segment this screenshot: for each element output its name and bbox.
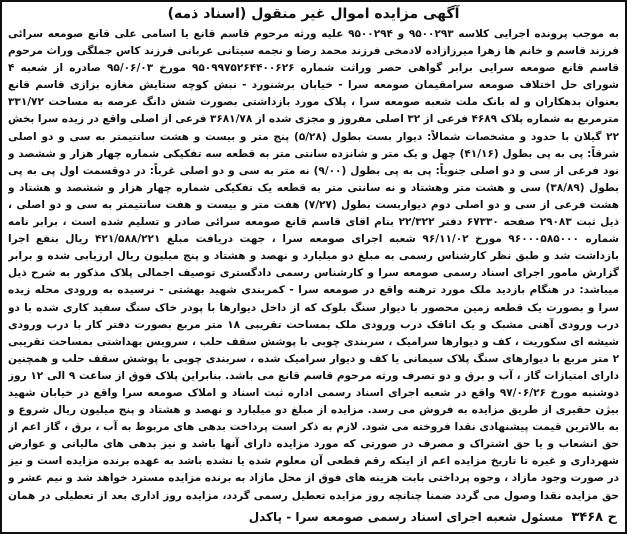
notice-footer xyxy=(10,506,617,528)
notice-code: ح ۳۴۶۸ xyxy=(571,509,617,525)
notice-title: آگهی مزایده اموال غیر منقول (اسناد ذمه) xyxy=(167,6,460,22)
notice-signature: مسئول شعبه اجرای اسناد رسمی صومعه سرا - پاکدل xyxy=(248,510,564,524)
notice-body: به موجب پرونده اجرایی کلاسه ۹۵۰۰۲۹۳ و ۹۵۰۰۲۹۴ علیه ورثه مرحوم قاسم قانع یا اسامی علی قانع صومعه سرائی فرزند قاسم و خانم ها زهرا میرزازاده لادمخی فرزند محمد رضا و نجمه سیتانی عربانی فرزند کاس جملگی وراث مرحوم قاسم قانع صومعه سرایی برابر گواهی حصر وراثت شماره ۹۵۰۹۹۷۵۲۶۴۴۰۰۶۲۶ مورخ ۹۵/۰۶/۰۳ صادره از شعبه ۴ شورای حل اختلاف صومعه سرامقیمان صومعه سرا - خیابان برشنورد - نبش کوچه ستایش مغازه بزازی قاسم قانع بعنوان بدهکاران و له بانک ملت شعبه صومعه سرا ، پلاک مورد بازداشتی بصورت شش دانگ عرصه به مساحت ۳۳۱/۷۲ مترمربع به شماره پلاک ۴۶۸۹ فرعی از ۳۲ اصلی مفروز و مجزی شده از ۳۶۸۱/۷۸ فرعی از اصلی واقع در زیده سرا بخش ۲۲ گیلان با حدود و مشخصات شمالاً: دیوار بست بطول (۵/۲۸) پنج متر و بیست و هشت سانتیمتر به سی و دو اصلی شرقاً: پی به پی بطول (۴۱/۱۶) چهل و یک متر و شانزده سانتی متر به قطعه سه تفکیکی شماره چهار هزار و ششصد و نود فرعی از سی و دو اصلی جنوباً: پی به پی بطول (۹/۰۰) نه متر به سی و دو اصلی غرباً: در دوقسمت اول پی به پی بطول (۳۸/۸۹) سی و هشت متر وهشتاد و نه سانتی متر به قطعه یک تفکیکی شماره چهار هزار و ششصد و هشتاد و هشت فرعی از سی و دو اصلی دوم دیواربست بطول (۷/۲۷) هفت متر و بیست و هفت سانتیمتر به سی و دو اصلی ، ذیل ثبت ۲۹۰۸۳ صفحه ۶۷۳۳۰ دفتر ۲۲/۳۲۲ بنام اقای قاسم قانع صومعه سرائی صادر و تسلیم شده است ، برابر نامه شماره ۹۶۰۰۰۵۸۵۰۰۰ مورخ ۹۶/۱۱/۰۲ شعبه اجرای صومعه سرا ، جهت دریافت مبلغ ۴۲۱/۵۸۸/۲۲۱ ریال بنفع اجرا بازداشت شد و طبق نظر کارشناس رسمی به مبلغ دو میلیارد و نهصد و هشتاد و پنج میلیون ریال ارزیابی شده و برابر گزارش مامور اجرای اسناد رسمی صومعه سرا و کارشناس رسمی دادگستری توصیف اجمالی پلاک مذکور به شرح ذیل میباشد: در هنگام بازدید ملک مورد ترهنه واقع در صومعه سرا - کمربندی شهید بهشتی - نرسیده به ورودی محله زیده سرا و بصورت یک قطعه زمین محصور با دیوار سنگ بلوک که از داخل دیوارها با پودر خاک سنگ سفید کاری شده با دو درب ورودی آهنی مشبک و یک اتاقک درب ورودی ملک بمساحت تقریبی ۱۸ متر مربع بصورت دفتر کار با درب ورودی شیشه ای سکوریت ، کف و دیوارها سرامیک ، سربندی چوبی با پوشش سقف حلب ، سرویس بهداشتی بمساحت تقریبی ۲ متر مربع با دیوارهای سنگ پلاک سیمانی یا کف و دیوار سرامیک شده ، سربندی چوبی با پوشش سقف حلب و همچنین دارای امتیازات گاز ، آب و برق و دو تصرف ورثه مرحوم قاسم قانع می باشد. بنابراین پلاک فوق از ساعت ۹ الی ۱۲ روز دوشنبه مورخ ۹۷/۰۶/۲۶ واقع در شعبه اجرای اسناد رسمی اداره ثبت اسناد و املاک صومعه سرا واقع در خیابان شهید بیژن حقیری از طریق مزایده به فروش می رسد. مزایده از مبلغ دو میلیارد و نهصد و هشتاد و پنج میلیون ریال شروع و به بالاترین قیمت پیشنهادی نقدا فروخته می شود. لازم به ذکر است پرداخت بدهی های مربوط به آب ، برق ، گاز اعم از حق انشعاب و یا حق اشتراک و مصرف در صورتی که مورد مزایده دارای آنها باشد و نیز بدهی های مالیاتی و عوارض شهرداری و غیره تا تاریخ مزایده اعم از اینکه رقم قطعی آن معلوم شده یا نشده باشد به عهده برنده مزایده است و نیز در صورت وجود مازاد ، وجوه پرداختی بابت هزینه های فوق از محل مازاد به برنده مزایده مسترد خواهد شد و نیم عشر و حق مزایده نقدا وصول می گردد ضمنا چنانچه روز مزایده تعطیل رسمی گردد، مزایده روز اداری بعد از تعطیلی در همان xyxy=(8,28,619,502)
